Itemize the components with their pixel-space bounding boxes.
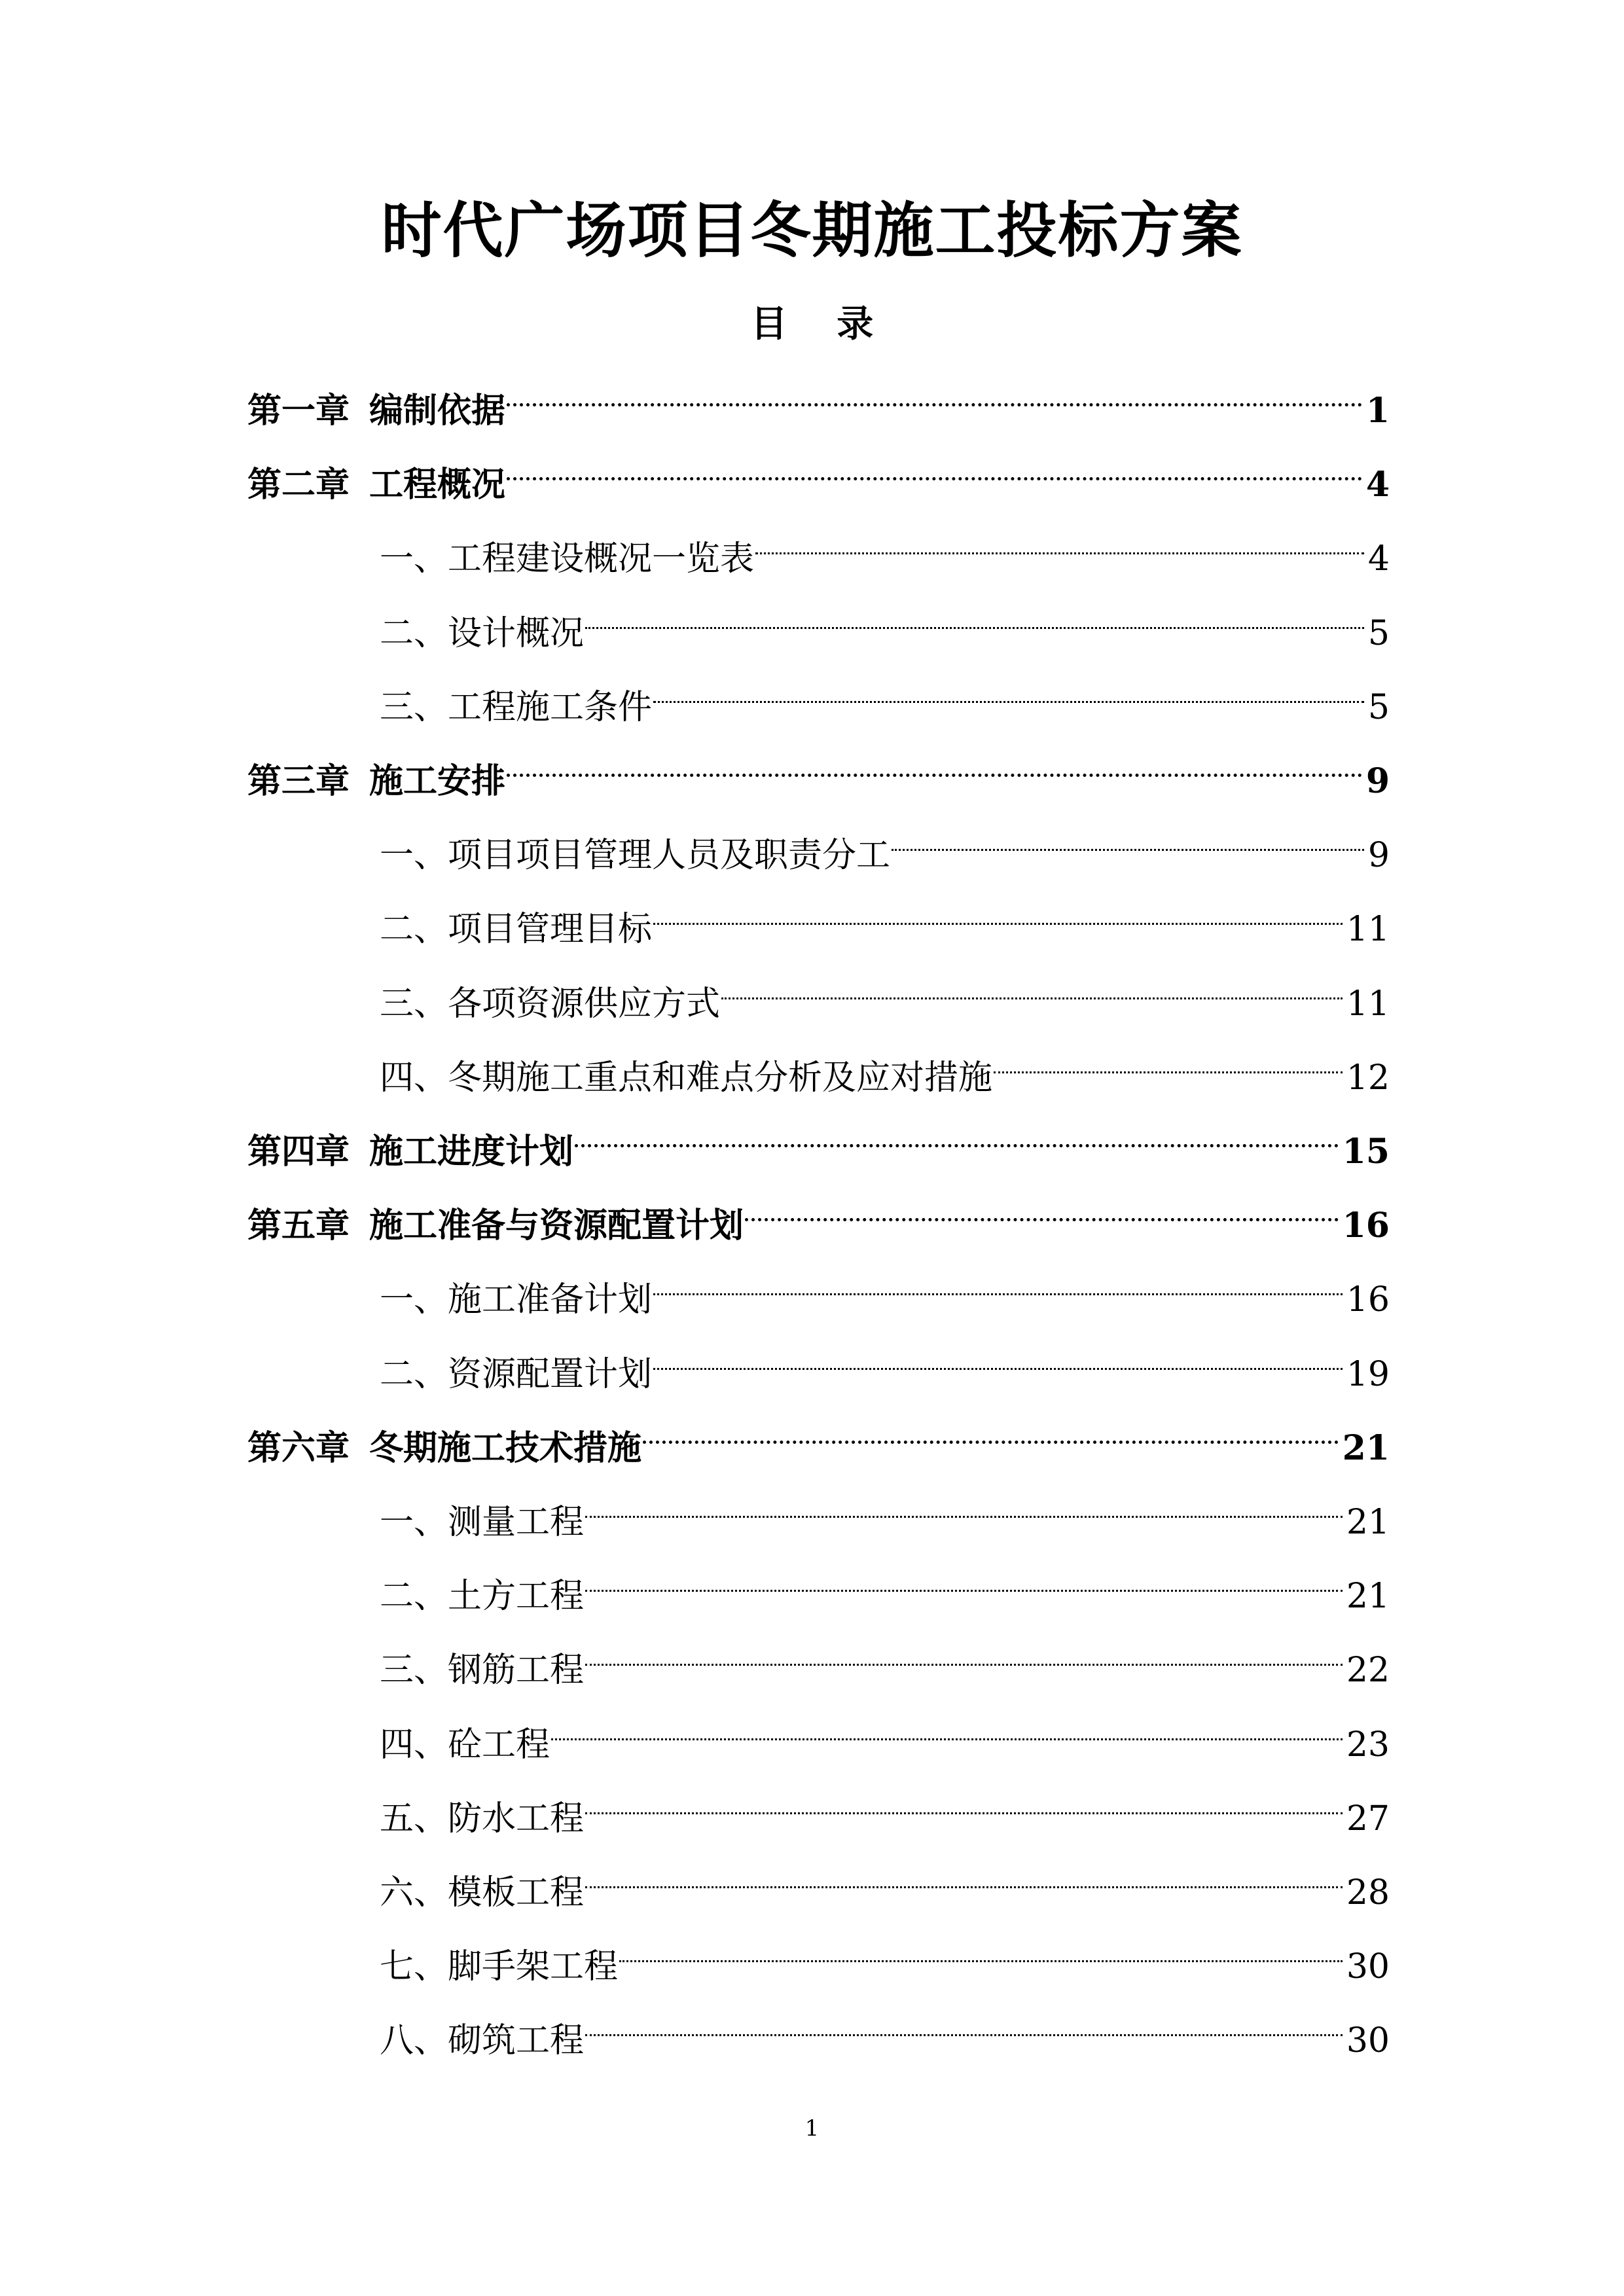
toc-dot-leader [652, 1327, 1344, 1386]
toc-entry-label [380, 1641, 584, 1700]
toc-dot-leader [505, 734, 1363, 793]
toc-entry-label [247, 456, 505, 514]
toc-entry-label [380, 678, 652, 737]
toc-entry-label [380, 2011, 584, 2070]
toc-dot-leader [754, 511, 1365, 570]
toc-dot-leader [618, 1919, 1344, 1978]
toc-page-number: 1 [1365, 391, 1390, 431]
toc-entry-label [380, 1937, 618, 1996]
toc-section-entry[interactable] [380, 1327, 1390, 1394]
toc-entry-title: 二、资源配置计划 [380, 1355, 653, 1394]
toc-page-number: 16 [1346, 1280, 1390, 1319]
toc-dot-leader [505, 437, 1363, 496]
toc-entry-title: 四、砼工程 [380, 1725, 550, 1765]
toc-section-entry[interactable] [380, 1845, 1390, 1912]
toc-chapter-number: 第三章 [247, 761, 350, 801]
toc-dot-leader [584, 1845, 1344, 1904]
toc-page-number: 28 [1346, 1873, 1390, 1912]
toc-entry-label [380, 1789, 584, 1848]
toc-dot-leader [550, 1697, 1344, 1756]
toc-page-number: 19 [1346, 1355, 1390, 1394]
toc-entry-title: 施工安排 [369, 761, 506, 801]
toc-dot-leader [720, 956, 1344, 1015]
toc-dot-leader [505, 363, 1363, 422]
toc-section-entry[interactable] [380, 956, 1390, 1024]
toc-entry-title: 三、各项资源供应方式 [380, 984, 721, 1024]
toc-entry-label [247, 1196, 744, 1255]
toc-entry-title: 工程概况 [369, 465, 506, 505]
toc-chapter-entry[interactable] [247, 363, 1390, 431]
toc-entry-title: 一、施工准备计划 [380, 1280, 653, 1319]
toc-dot-leader [584, 1993, 1344, 2052]
toc-page-number: 22 [1346, 1651, 1390, 1690]
toc-dot-leader [652, 660, 1365, 719]
toc-heading: 目 录 [750, 302, 892, 346]
toc-entry-title: 施工准备与资源配置计划 [369, 1206, 744, 1246]
toc-entry-label [380, 1493, 584, 1552]
toc-dot-leader [584, 1549, 1344, 1607]
toc-page-number: 5 [1367, 614, 1390, 653]
toc-page-number: 15 [1342, 1132, 1390, 1172]
toc-section-entry[interactable] [380, 1919, 1390, 1986]
toc-page-number: 5 [1367, 688, 1390, 727]
toc-page-number: 4 [1365, 465, 1390, 505]
toc-entry-label [380, 529, 754, 588]
toc-chapter-entry[interactable] [247, 1104, 1390, 1172]
toc-chapter-entry[interactable] [247, 437, 1390, 505]
toc-entry-label [380, 1270, 652, 1329]
toc-entry-title: 一、项目项目管理人员及职责分工 [380, 836, 891, 875]
toc-entry-label [380, 826, 890, 885]
toc-page-number: 9 [1367, 836, 1390, 875]
toc-chapter-number: 第六章 [247, 1428, 350, 1468]
toc-chapter-number: 第四章 [247, 1132, 350, 1172]
toc-entry-label [380, 604, 584, 663]
toc-chapter-entry[interactable] [247, 734, 1390, 801]
toc-dot-leader [652, 1252, 1344, 1311]
toc-chapter-entry[interactable] [247, 1401, 1390, 1468]
toc-chapter-number: 第二章 [247, 465, 350, 505]
toc-section-entry[interactable] [380, 511, 1390, 579]
toc-section-entry[interactable] [380, 1697, 1390, 1765]
toc-chapter-number: 第一章 [247, 391, 350, 431]
toc-section-entry[interactable] [380, 586, 1390, 653]
toc-entry-title: 七、脚手架工程 [380, 1947, 619, 1986]
toc-page-number: 27 [1346, 1799, 1390, 1839]
toc-entry-label [247, 382, 505, 440]
toc-page-number: 21 [1342, 1428, 1390, 1468]
toc-page-number: 21 [1346, 1577, 1390, 1616]
toc-section-entry[interactable] [380, 808, 1390, 875]
toc-page-number: 11 [1346, 984, 1390, 1024]
toc-section-entry[interactable] [380, 1771, 1390, 1839]
toc-entry-label [380, 975, 720, 1033]
toc-section-entry[interactable] [380, 1252, 1390, 1319]
toc-dot-leader [744, 1178, 1340, 1237]
toc-page-number: 30 [1346, 1947, 1390, 1986]
toc-entry-label [380, 1863, 584, 1922]
toc-entry-label [247, 752, 505, 811]
toc-dot-leader [890, 808, 1365, 867]
toc-entry-title: 二、土方工程 [380, 1577, 585, 1616]
toc-dot-leader [641, 1401, 1340, 1460]
toc-entry-title: 三、工程施工条件 [380, 688, 653, 727]
toc-page-number: 23 [1346, 1725, 1390, 1765]
toc-dot-leader [992, 1030, 1344, 1089]
toc-section-entry[interactable] [380, 1623, 1390, 1690]
toc-entry-title: 二、设计概况 [380, 614, 585, 653]
toc-entry-label [380, 1715, 550, 1774]
toc-page-number: 11 [1346, 910, 1390, 949]
toc-dot-leader [584, 1771, 1344, 1830]
toc-entry-label [247, 1122, 573, 1181]
toc-page-number: 9 [1365, 761, 1390, 801]
toc-dot-leader [573, 1104, 1340, 1163]
toc-page-number: 4 [1367, 539, 1390, 579]
toc-section-entry[interactable] [380, 1993, 1390, 2060]
toc-entry-title: 五、防水工程 [380, 1799, 585, 1839]
toc-chapter-number: 第五章 [247, 1206, 350, 1246]
toc-entry-title: 一、工程建设概况一览表 [380, 539, 755, 579]
page-number: 1 [804, 2115, 820, 2142]
toc-entry-title: 四、冬期施工重点和难点分析及应对措施 [380, 1058, 993, 1098]
toc-section-entry[interactable] [380, 882, 1390, 949]
toc-entry-title: 一、测量工程 [380, 1503, 585, 1542]
toc-page-number: 12 [1346, 1058, 1390, 1098]
toc-entry-title: 三、钢筋工程 [380, 1651, 585, 1690]
toc-page-number: 16 [1342, 1206, 1390, 1246]
toc-section-entry[interactable] [380, 1030, 1390, 1098]
toc-entry-label [380, 1345, 652, 1404]
document-title: 时代广场项目冬期施工投标方案 [381, 195, 1243, 266]
toc-entry-label [380, 1567, 584, 1626]
toc-entry-title: 施工进度计划 [369, 1132, 574, 1172]
toc-chapter-entry[interactable] [247, 1178, 1390, 1246]
toc-entry-label [247, 1419, 641, 1478]
toc-section-entry[interactable] [380, 660, 1390, 727]
toc-entry-title: 八、砌筑工程 [380, 2021, 585, 2060]
toc-entry-title: 编制依据 [369, 391, 506, 431]
toc-page-number: 21 [1346, 1503, 1390, 1542]
toc-section-entry[interactable] [380, 1475, 1390, 1542]
toc-page-number: 30 [1346, 2021, 1390, 2060]
toc-dot-leader [584, 1623, 1344, 1681]
toc-entry-label [380, 1049, 992, 1107]
toc-entry-title: 六、模板工程 [380, 1873, 585, 1912]
toc-dot-leader [652, 882, 1344, 941]
toc-entry-title: 二、项目管理目标 [380, 910, 653, 949]
toc-dot-leader [584, 1475, 1344, 1534]
toc-entry-title: 冬期施工技术措施 [369, 1428, 642, 1468]
toc-dot-leader [584, 586, 1365, 645]
toc-entry-label [380, 900, 652, 959]
toc-section-entry[interactable] [380, 1549, 1390, 1616]
